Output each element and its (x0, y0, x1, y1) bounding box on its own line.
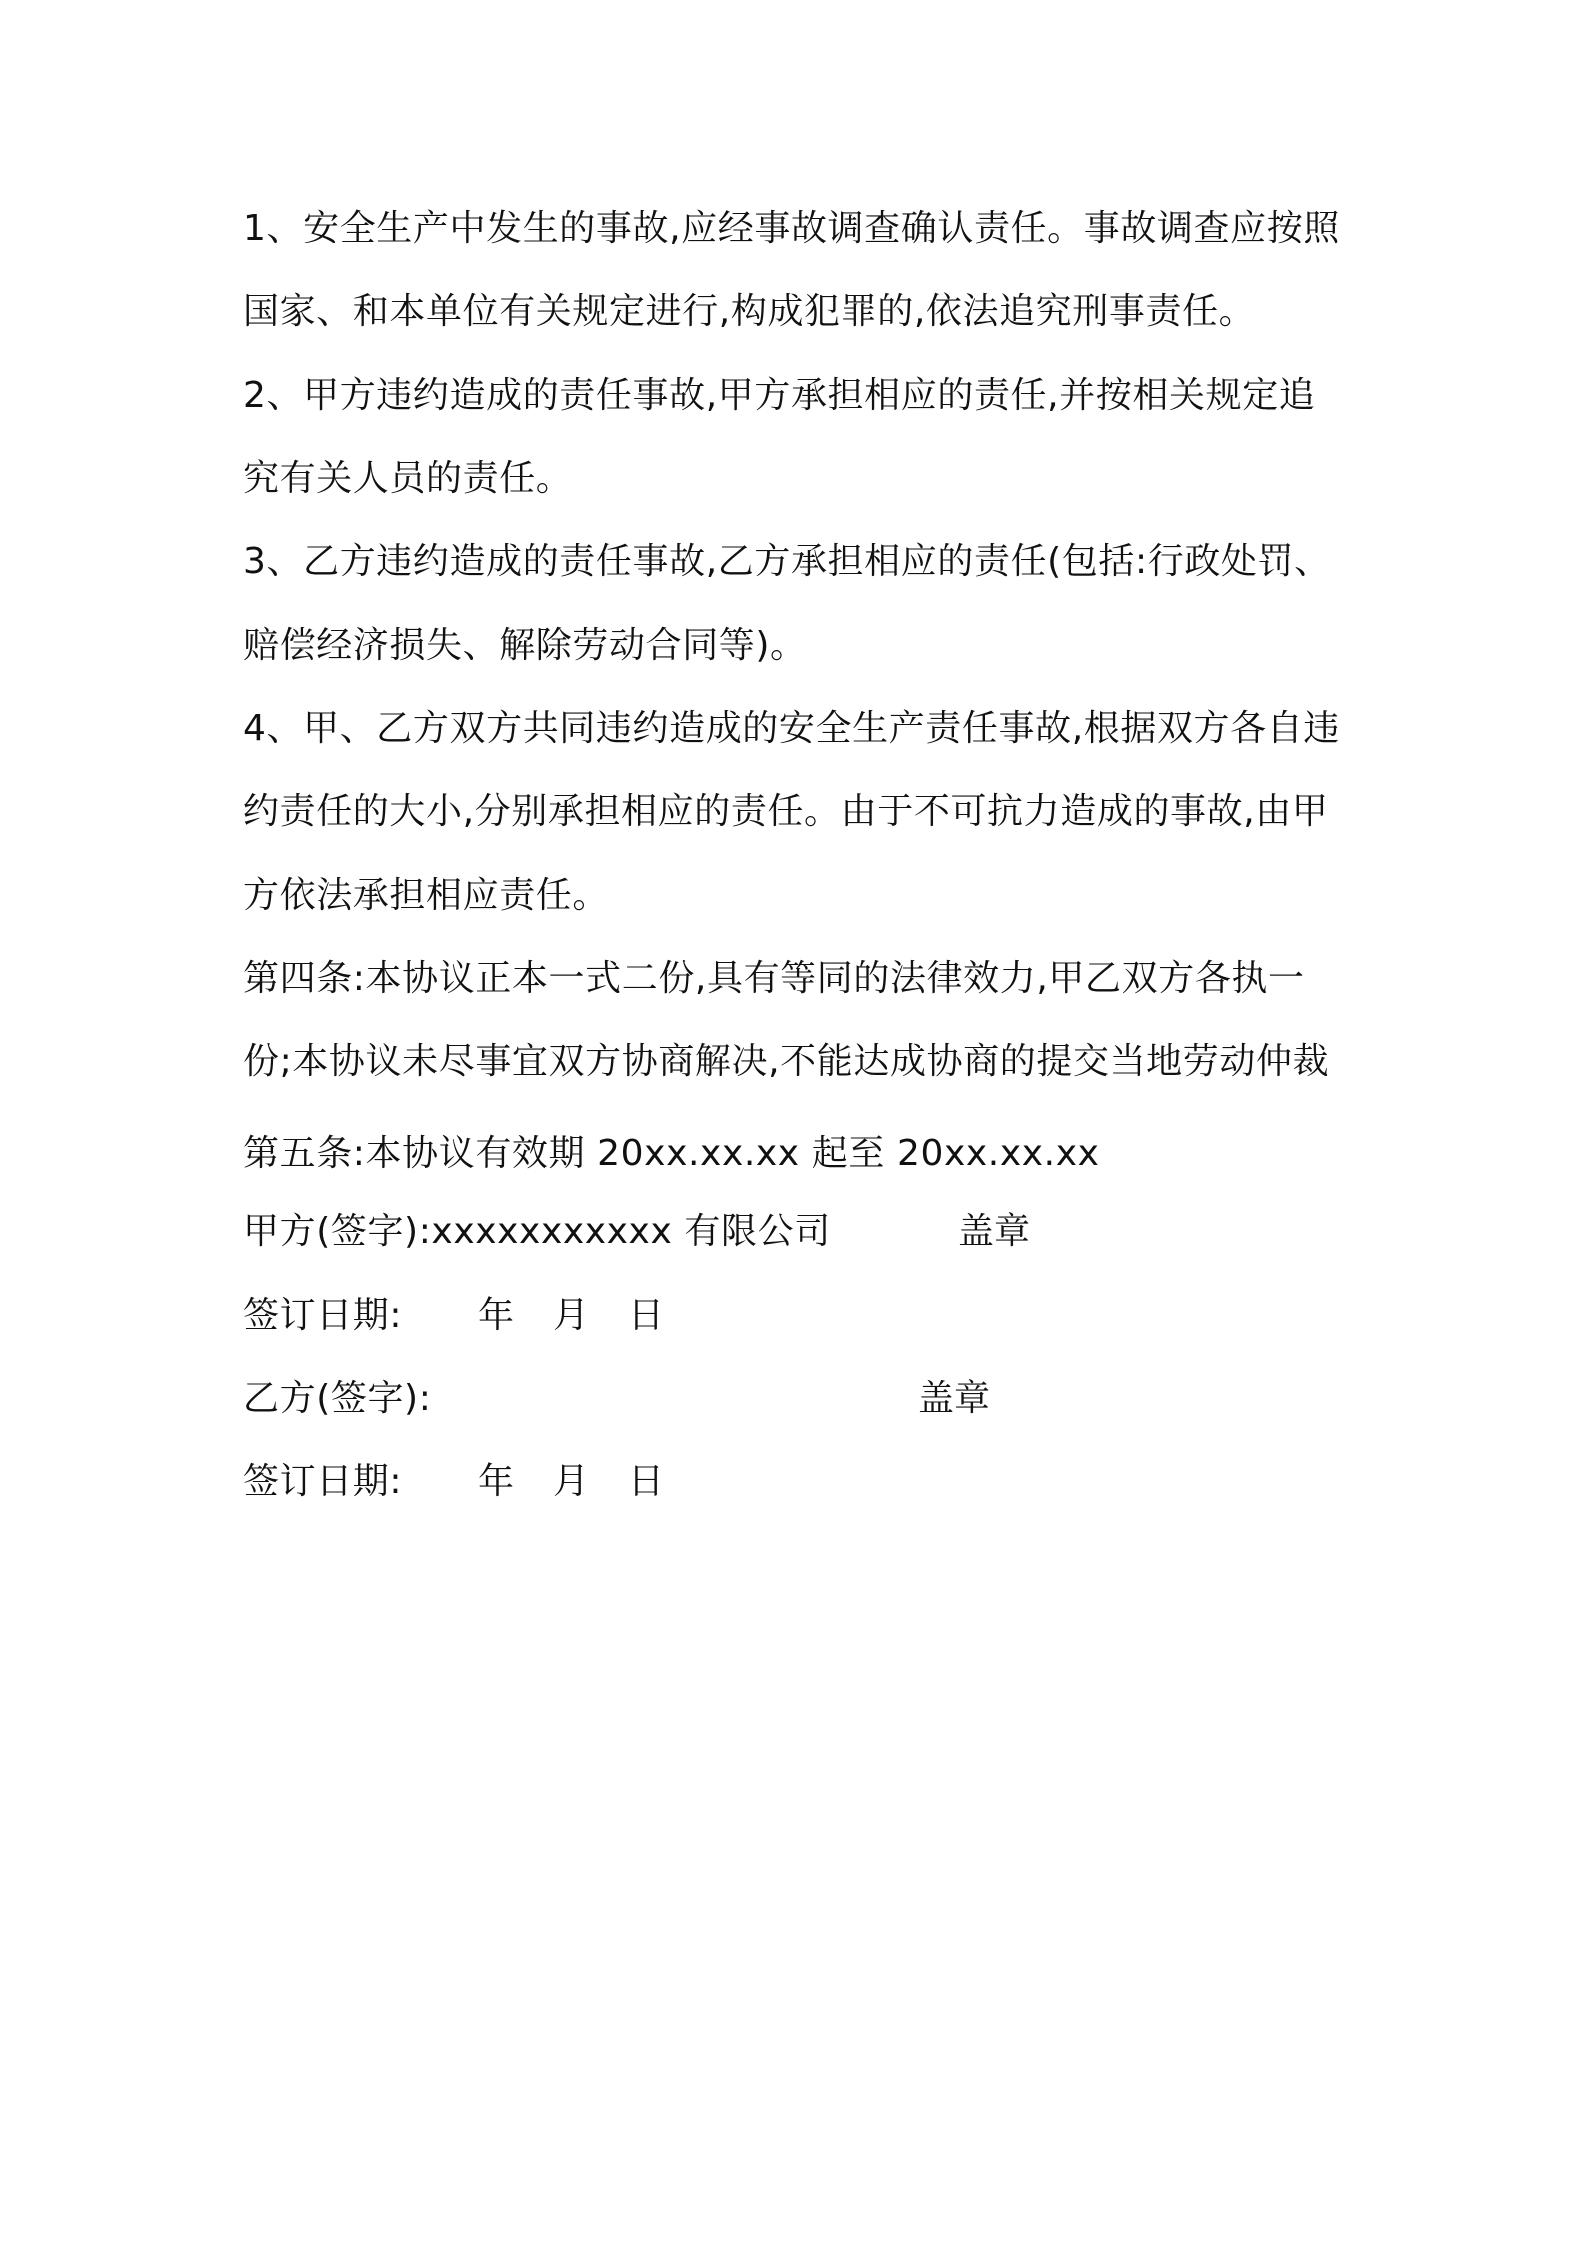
party-a-day: 日 (628, 1295, 665, 1336)
party-b-month: 月 (553, 1461, 590, 1502)
clause-2-line-2: 究有关人员的责任。 (243, 458, 573, 499)
party-a-seal: 盖章 (958, 1211, 1031, 1252)
party-b-seal: 盖章 (918, 1378, 991, 1419)
clause-4-line-2: 约责任的大小,分别承担相应的责任。由于不可抗力造成的事故,由甲 (243, 791, 1329, 832)
party-a-date-label: 签订日期: (243, 1295, 403, 1336)
party-b-day: 日 (628, 1461, 665, 1502)
party-b-signature-label: 乙方(签字): (243, 1378, 432, 1419)
clause-3-line-1: 3、乙方违约造成的责任事故,乙方承担相应的责任(包括:行政处罚、 (243, 541, 1331, 582)
party-b-year: 年 (478, 1461, 515, 1502)
clause-1-line-2: 国家、和本单位有关规定进行,构成犯罪的,依法追究刑事责任。 (243, 291, 1256, 332)
clause-3-line-2: 赔偿经济损失、解除劳动合同等)。 (243, 625, 807, 666)
party-a-year: 年 (478, 1295, 515, 1336)
article-5: 第五条:本协议有效期 20xx.xx.xx 起至 20xx.xx.xx (243, 1133, 1100, 1174)
article-4-line-2: 份;本协议未尽事宜双方协商解决,不能达成协商的提交当地劳动仲裁 (243, 1041, 1330, 1082)
party-b-date-label: 签订日期: (243, 1461, 403, 1502)
article-4-line-1: 第四条:本协议正本一式二份,具有等同的法律效力,甲乙双方各执一 (243, 958, 1305, 999)
clause-1-line-1: 1、安全生产中发生的事故,应经事故调查确认责任。事故调查应按照 (243, 208, 1340, 249)
clause-4-line-3: 方依法承担相应责任。 (243, 875, 610, 916)
clause-4-line-1: 4、甲、乙方双方共同违约造成的安全生产责任事故,根据双方各自违 (243, 708, 1340, 749)
party-a-month: 月 (553, 1295, 590, 1336)
party-a-signature-label: 甲方(签字):xxxxxxxxxxx 有限公司 (243, 1211, 831, 1252)
clause-2-line-1: 2、甲方违约造成的责任事故,甲方承担相应的责任,并按相关规定追 (243, 375, 1316, 416)
